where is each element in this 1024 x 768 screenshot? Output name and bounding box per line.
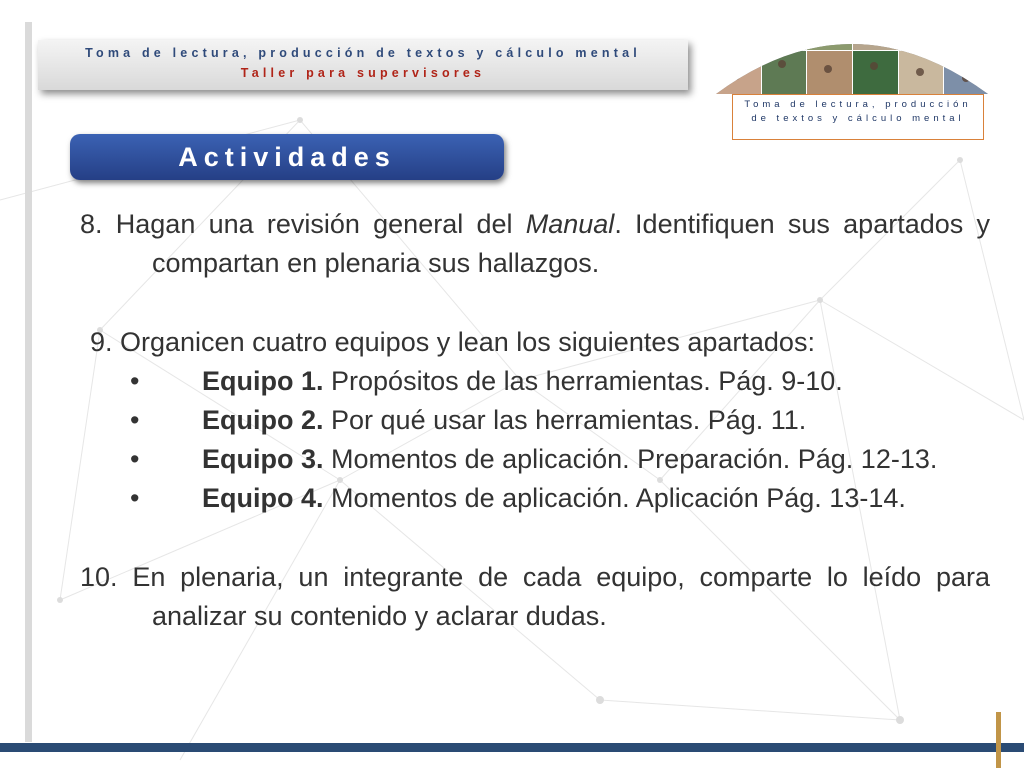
- activity-8-number: 8.: [80, 209, 103, 239]
- bullet-dot: •: [130, 366, 140, 396]
- section-title-activities: Actividades: [70, 134, 504, 180]
- bullet-dot: •: [130, 483, 140, 513]
- team-text: Momentos de aplicación. Preparación. Pág. 12-13.: [331, 444, 938, 474]
- team-text: Propósitos de las herramientas. Pág. 9-10.: [331, 366, 843, 396]
- team-text: Momentos de aplicación. Aplicación Pág. 13-14.: [331, 483, 906, 513]
- left-rail-decoration: [25, 22, 32, 742]
- team-item-1: [80, 362, 990, 401]
- activity-8: [80, 205, 990, 283]
- team-item-3: [80, 440, 990, 479]
- activity-10-number: 10.: [80, 562, 118, 592]
- corner-accent: [996, 712, 1001, 768]
- activity-8-text-a: Hagan una revisión general del: [115, 209, 513, 239]
- activity-10-text: En plenaria, un integrante de cada equipo, comparte lo leído para analizar su contenido y aclarar dudas.: [132, 562, 990, 631]
- team-item-2: [80, 401, 990, 440]
- logo-caption-line2: de textos y cálculo mental: [751, 113, 965, 124]
- logo-caption-line1: Toma de lectura, producción: [744, 99, 972, 110]
- team-label: Equipo 4.: [202, 483, 324, 513]
- header-banner: [38, 40, 688, 90]
- team-label: Equipo 1.: [202, 366, 324, 396]
- program-logo: [716, 14, 988, 128]
- logo-caption: [732, 94, 984, 140]
- activity-8-text-b: . Identifiquen sus apartados y compartan en plenaria sus hallazgos.: [152, 209, 990, 278]
- footer-bar: [0, 743, 1024, 752]
- photo-collage-image: [716, 14, 988, 94]
- bullet-dot: •: [130, 444, 140, 474]
- activity-10: [80, 558, 990, 636]
- header-subtitle: Taller para supervisores: [240, 66, 486, 80]
- bullet-dot: •: [130, 405, 140, 435]
- activity-8-manual: Manual: [525, 209, 615, 239]
- activity-9: 9. Organicen cuatro equipos y lean los siguientes apartados:: [90, 327, 815, 357]
- team-label: Equipo 3.: [202, 444, 324, 474]
- team-label: Equipo 2.: [202, 405, 324, 435]
- header-title: Toma de lectura, producción de textos y cálculo mental: [85, 46, 641, 60]
- team-text: Por qué usar las herramientas. Pág. 11.: [331, 405, 807, 435]
- team-item-4: [80, 479, 990, 518]
- activities-list: [80, 205, 990, 636]
